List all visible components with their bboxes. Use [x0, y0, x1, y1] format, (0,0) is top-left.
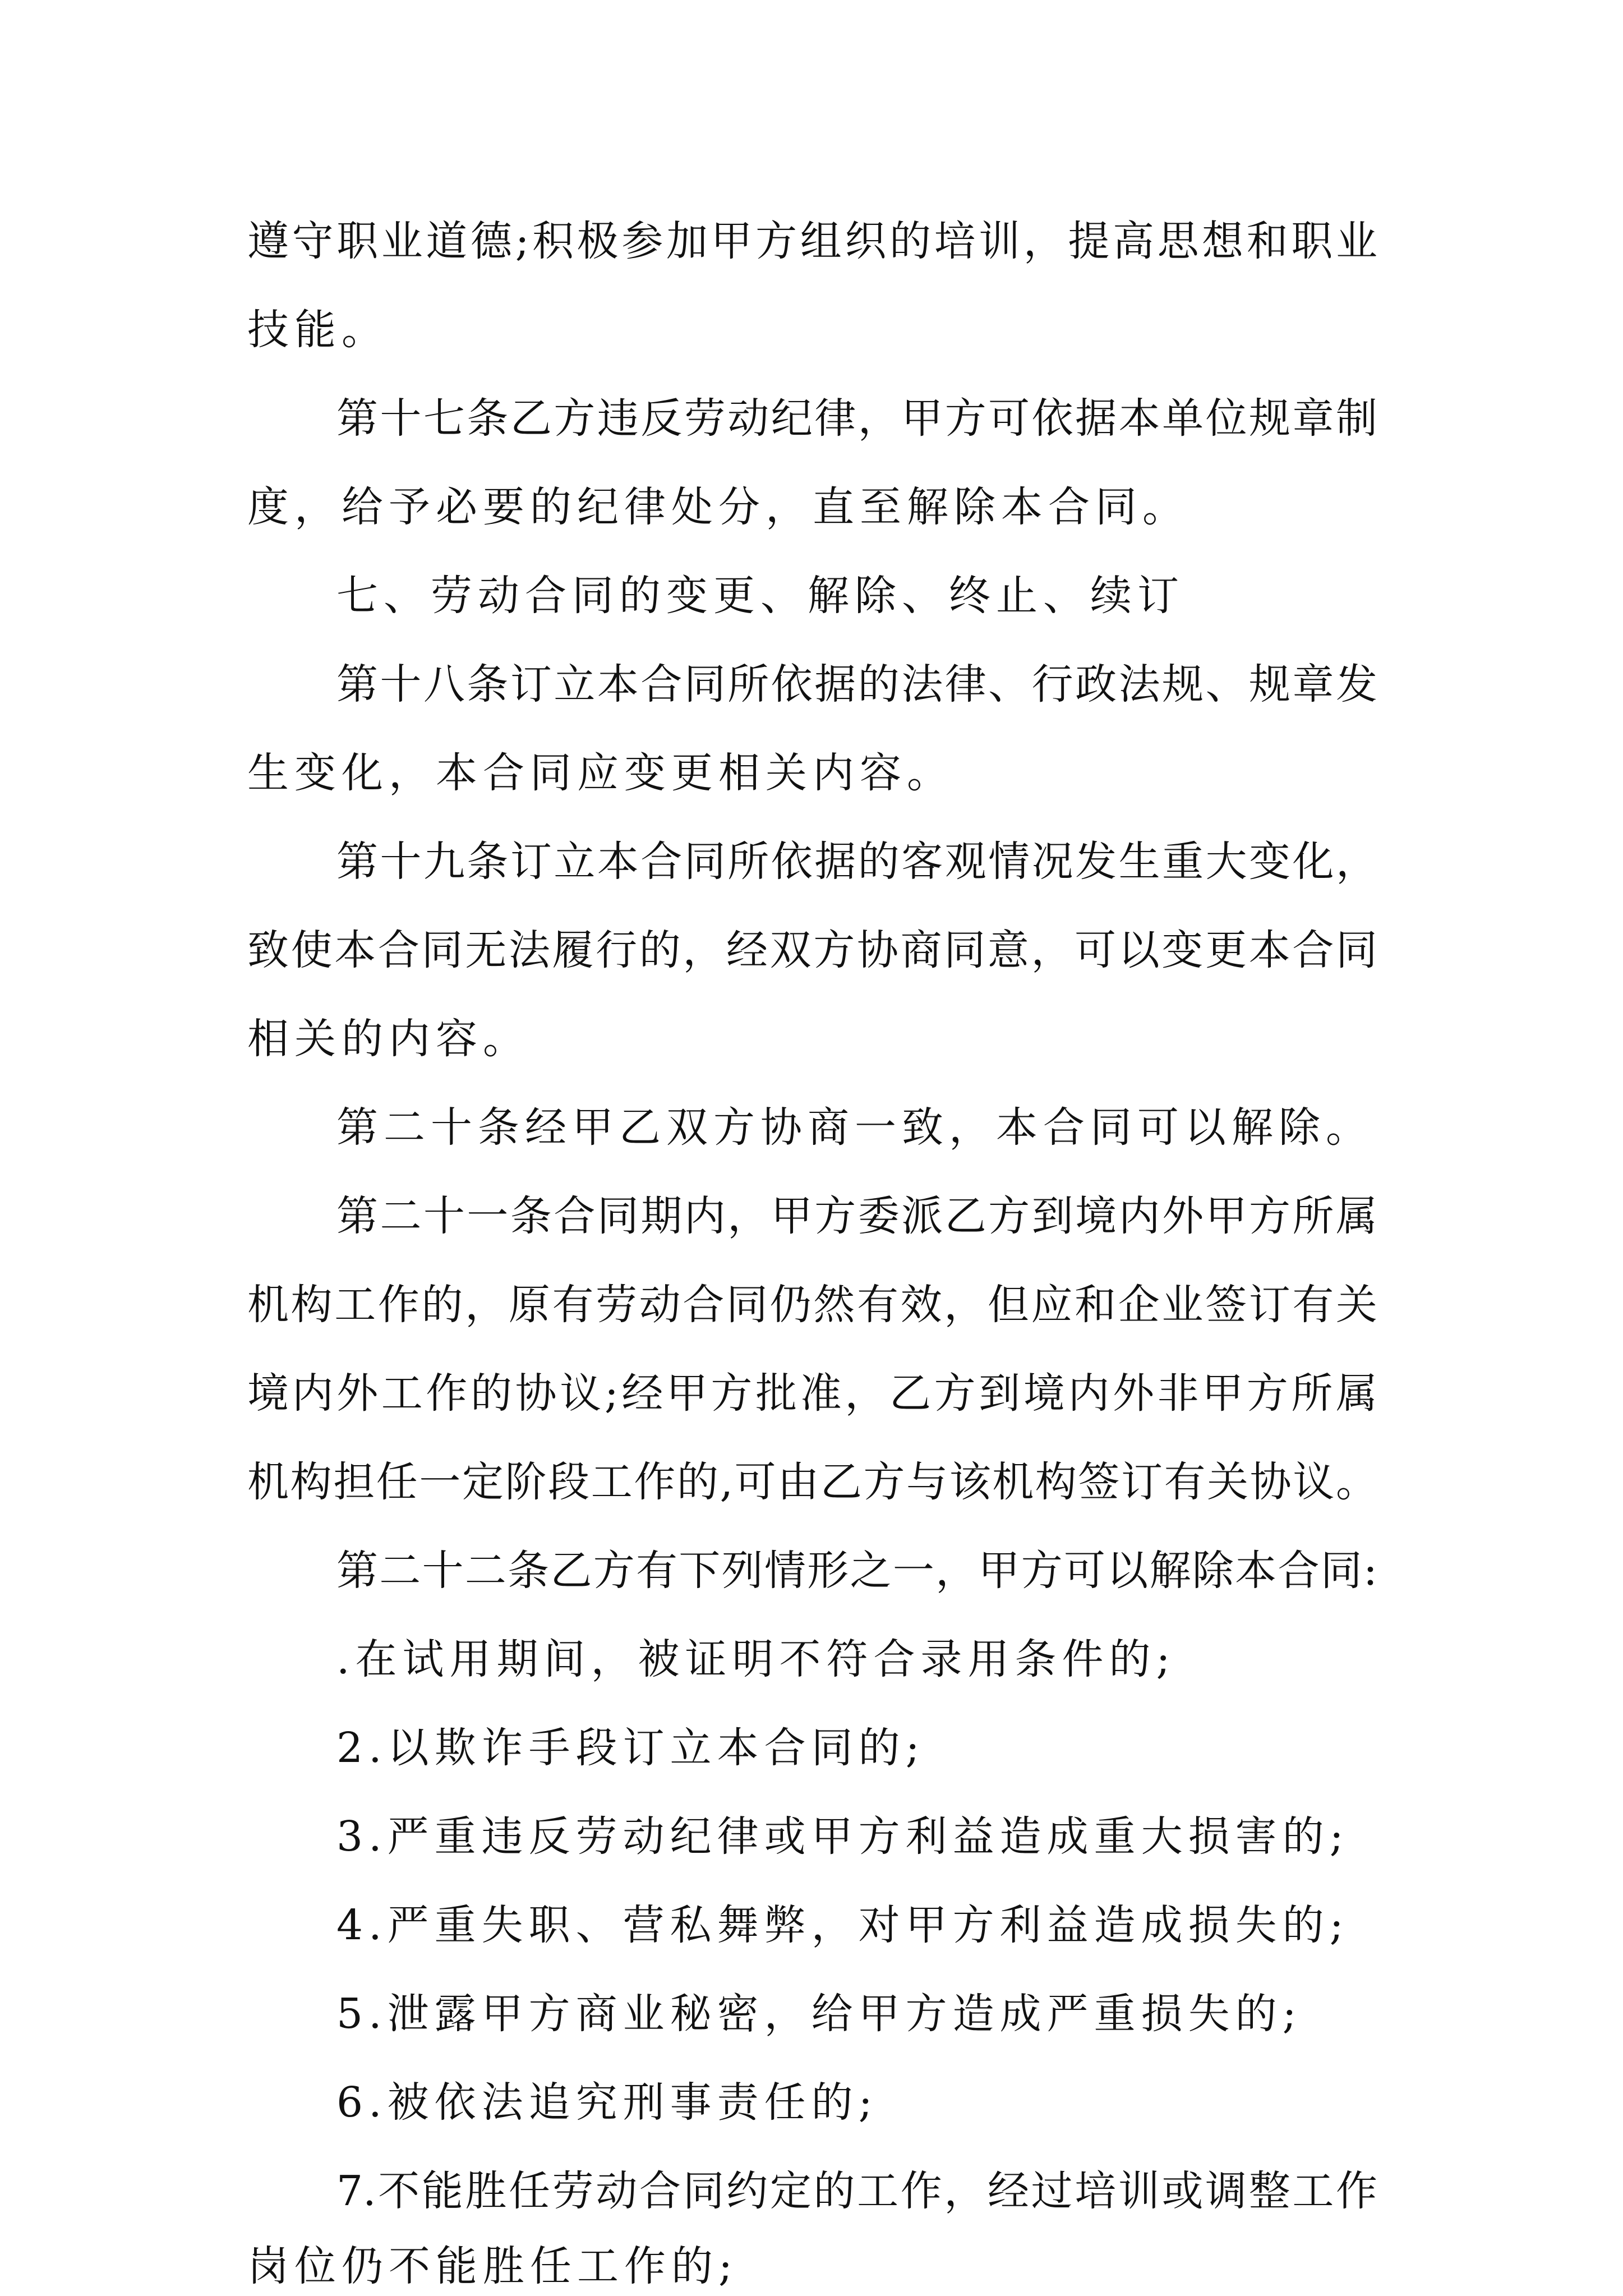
text-line: 生变化，本合同应变更相关内容。: [247, 749, 954, 797]
text-line: 相关的内容。: [247, 1015, 530, 1063]
text-line: 岗位仍不能胜任工作的;: [247, 2242, 738, 2290]
text-line: 机构工作的，原有劳动合同仍然有效，但应和企业签订有关: [247, 1281, 1377, 1329]
text-line: 遵守职业道德;积极参加甲方组织的培训，提高思想和职业: [247, 217, 1377, 265]
paragraph-start-line: 第二十一条合同期内，甲方委派乙方到境内外甲方所属: [336, 1192, 1377, 1240]
text-line: 技能。: [247, 306, 389, 354]
text-line: 境内外工作的协议;经甲方批准，乙方到境内外非甲方所属: [247, 1369, 1377, 1418]
paragraph-start-line: 第十八条订立本合同所依据的法律、行政法规、规章发: [336, 660, 1377, 708]
text-line: 度，给予必要的纪律处分，直至解除本合同。: [247, 483, 1189, 531]
list-item: .在试用期间，被证明不符合录用条件的;: [336, 1635, 1176, 1683]
text-line: 机构担任一定阶段工作的,可由乙方与该机构签订有关协议。: [247, 1458, 1377, 1506]
list-item: 7.不能胜任劳动合同约定的工作，经过培训或调整工作: [336, 2167, 1377, 2215]
paragraph-start-line: 第十九条订立本合同所依据的客观情况发生重大变化，: [336, 838, 1377, 886]
list-item: 5.泄露甲方商业秘密，给甲方造成严重损失的;: [336, 1990, 1302, 2038]
paragraph-start-line: 第十七条乙方违反劳动纪律，甲方可依据本单位规章制: [336, 394, 1377, 443]
section-heading: 七、劳动合同的变更、解除、终止、续订: [336, 572, 1184, 620]
text-line: 致使本合同无法履行的，经双方协商同意，可以变更本合同: [247, 926, 1377, 974]
list-item: 4.严重失职、营私舞弊，对甲方利益造成损失的;: [336, 1901, 1349, 1949]
paragraph-start-line: 第二十条经甲乙双方协商一致，本合同可以解除。: [336, 1103, 1373, 1152]
list-item: 3.严重违反劳动纪律或甲方利益造成重大损害的;: [336, 1812, 1349, 1861]
list-item: 2.以欺诈手段订立本合同的;: [336, 1724, 925, 1772]
list-item: 6.被依法追究刑事责任的;: [336, 2078, 878, 2127]
paragraph-start-line: 第二十二条乙方有下列情形之一，甲方可以解除本合同:: [336, 1547, 1377, 1595]
